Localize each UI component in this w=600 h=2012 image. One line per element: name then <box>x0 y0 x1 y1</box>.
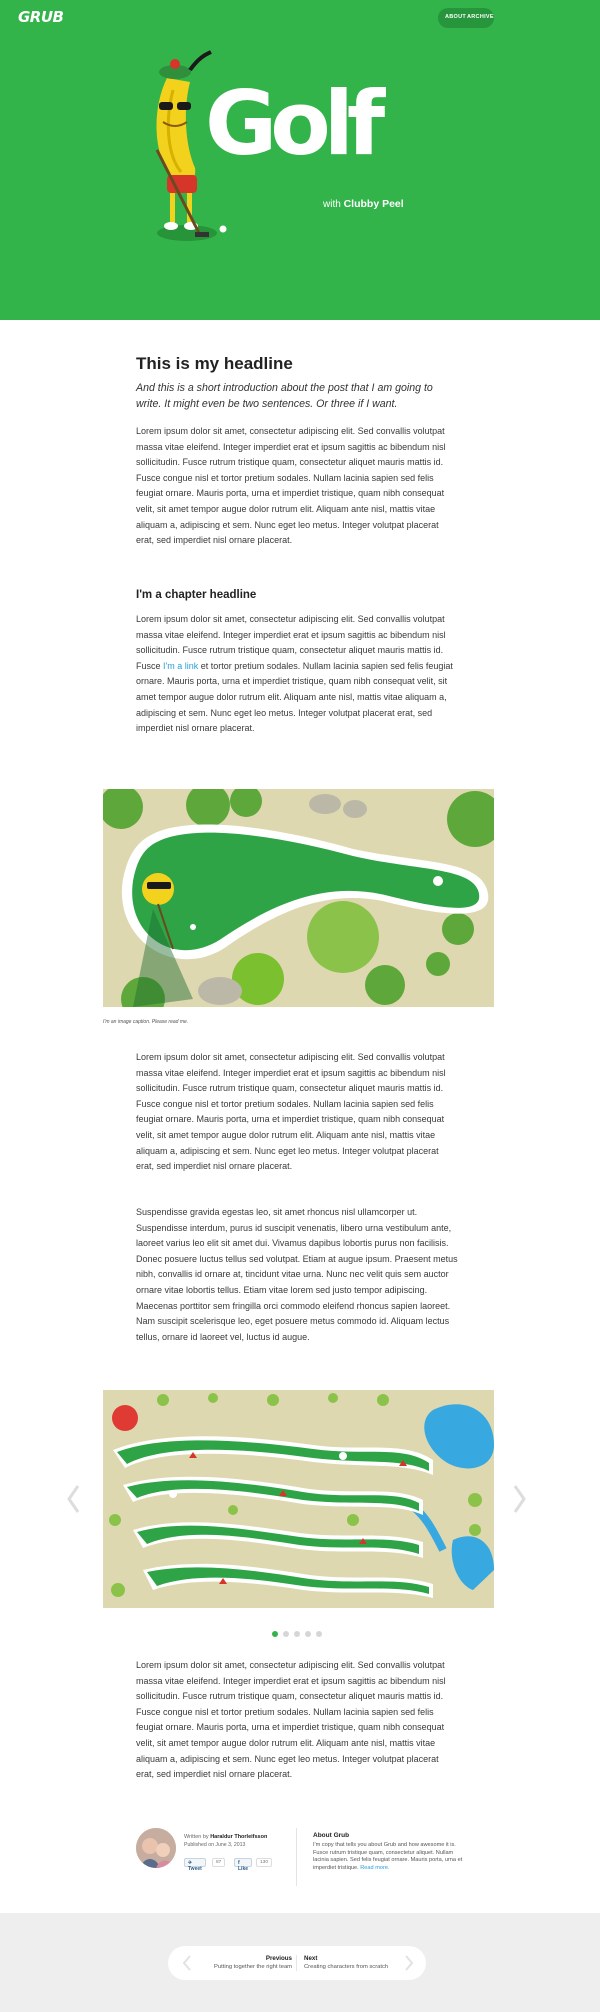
paragraph-2: Lorem ipsum dolor sit amet, consectetur adipiscing elit. Sed convallis volutpat massa vitae eleifend. Integer imperdiet erat et ipsum sagittis ac bibendum nisl sollicitudin. Fusce rutrum tristique quam, consectetur aliquet mauris mattis id. Fusce I'm a link et tortor pretium sodales. Nullam lacinia sapien sed felis feugiat ornare. Mauris porta, urna et imperdiet tristique, quam nibh consequat velit, sit amet tempor augue dolor rutrum elit. Aliquam ante nisl, mattis vitae aliquam a, adipiscing et sem. Nunc eget leo metus. Integer volutpat placerat erat, sed imperdiet nisl ornare placerat. <box>136 614 453 734</box>
carousel-dot-5[interactable] <box>316 1631 322 1637</box>
minigolf-hole-image <box>103 789 494 1007</box>
hero-title: Golf <box>205 72 379 175</box>
paragraph-5: Lorem ipsum dolor sit amet, consectetur adipiscing elit. Sed convallis volutpat massa vitae eleifend. Integer imperdiet erat et ipsum sagittis ac bibendum nisl sollicitudin. Fusce rutrum tristique quam, consectetur aliquet mauris mattis id. Fusce congue nisl et tortor pretium sodales. Nullam lacinia sapien sed felis feugiat ornare. Mauris porta, urna et imperdiet tristique, quam nibh consequat velit, sit amet tempor augue dolor rutrum elit. Aliquam ante nisl, mattis vitae aliquam a, adipiscing et sem. Nunc eget leo metus. Integer volutpat placerat erat, sed imperdiet nisl ornare placerat. <box>136 1660 446 1780</box>
next-post-title[interactable]: Creating characters from scratch <box>304 1964 389 1970</box>
carousel-slide <box>103 1390 494 1608</box>
author-name: Haraldur Thorleifsson <box>210 1834 268 1840</box>
author-box <box>136 1828 466 1886</box>
article-headline-block <box>136 354 458 374</box>
carousel-next-arrow[interactable] <box>513 1484 527 1514</box>
carousel-dot-4[interactable] <box>305 1631 311 1637</box>
top-nav <box>438 8 494 28</box>
author-photo-icon <box>136 1828 176 1868</box>
avatar <box>136 1828 176 1868</box>
chapter-headline: I'm a chapter headline <box>136 589 257 601</box>
like-count: 130 <box>256 1858 272 1867</box>
read-more-link[interactable]: Read more. <box>360 1864 390 1871</box>
about-title: About Grub <box>313 1832 350 1839</box>
next-label[interactable]: Next <box>304 1955 318 1962</box>
carousel-prev-arrow[interactable] <box>66 1484 80 1514</box>
post-pager <box>168 1946 426 1980</box>
chevron-left-icon[interactable] <box>182 1955 192 1971</box>
chevron-right-icon[interactable] <box>404 1955 414 1971</box>
carousel-dots <box>272 1624 327 1642</box>
facebook-icon: f <box>238 1860 240 1866</box>
nav-about[interactable]: ABOUT <box>445 14 467 20</box>
image-caption: I'm an image caption. Please read me. <box>103 1019 189 1025</box>
intro-text: And this is a short introduction about the post that I am going to write. It might even be two sentences. Or three if I want. <box>136 382 433 410</box>
nav-archive[interactable]: ARCHIVE <box>467 14 494 20</box>
previous-post-title[interactable]: Putting together the right team <box>214 1964 292 1970</box>
carousel-dot-3[interactable] <box>294 1631 300 1637</box>
grub-logo[interactable]: GRUB <box>18 8 64 26</box>
twitter-icon: ✈ <box>188 1860 193 1866</box>
tweet-count: 87 <box>212 1858 225 1867</box>
author-divider <box>296 1828 297 1886</box>
paragraph-3: Lorem ipsum dolor sit amet, consectetur adipiscing elit. Sed convallis volutpat massa vitae eleifend. Integer imperdiet erat et ipsum sagittis ac bibendum nisl sollicitudin. Fusce rutrum tristique quam, consectetur aliquet mauris mattis id. Fusce congue nisl et tortor pretium sodales. Nullam lacinia sapien sed felis feugiat ornare. Mauris porta, urna et imperdiet tristique, quam nibh consequat velit, sit amet tempor augue dolor rutrum elit. Aliquam ante nisl, mattis vitae aliquam a, adipiscing et sem. Nunc eget leo metus. Integer volutpat placerat erat, sed imperdiet nisl ornare placerat. <box>136 1052 446 1172</box>
pager-divider <box>296 1955 297 1971</box>
written-by: Written by Haraldur Thorleifsson <box>184 1834 268 1840</box>
page-title: This is my headline <box>136 354 293 373</box>
inline-link[interactable]: I'm a link <box>163 660 199 671</box>
published-date: Published on June 3, 2013 <box>184 1842 246 1848</box>
about-text: I'm copy that tells you about Grub and how awesome it is. Fusce rutrum tristique quam, consectetur aliquet. Nullam lacinia sapien. Sed felis feugiat ornare. Mauris porta, urna et imperdiet tristique. Read more. <box>313 1842 463 1871</box>
carousel-dot-1[interactable] <box>272 1631 278 1637</box>
carousel-dot-2[interactable] <box>283 1631 289 1637</box>
previous-label[interactable]: Previous <box>265 1955 292 1962</box>
minigolf-course-map-illustration <box>103 1390 494 1608</box>
tweet-button[interactable]: ✈ Tweet <box>184 1858 206 1867</box>
paragraph-4: Suspendisse gravida egestas leo, sit amet rhoncus nisl ullamcorper ut. Suspendisse interdum, purus id suscipit venenatis, libero urna vestibulum ante, laoreet varius leo elit sit amet dui. Vivamus dapibus lobortis purus non facilisis. Donec posuere luctus tellus sed volutpat. Etiam at augue ipsum. Praesent metus nibh, convallis id ornare at, tincidunt vitae urna. Nunc nec velit quis sem auctor ornare vitae lobortis tellus. Etiam vitae lorem sed justo tempor adipiscing. Maecenas porttitor sem fringilla orci commodo eleifend rhoncus sapien laoreet. Nam suscipit scelerisque leo, eget posuere metus commodo id. Aliquam lectus tellus, ornare id laoreet vel, luctus id augue. <box>136 1207 458 1342</box>
paragraph-1: Lorem ipsum dolor sit amet, consectetur adipiscing elit. Sed convallis volutpat massa vitae eleifend. Integer imperdiet erat et ipsum sagittis ac bibendum nisl sollicitudin. Fusce rutrum tristique quam, consectetur aliquet mauris mattis id. Fusce congue nisl et tortor pretium sodales. Nullam lacinia sapien sed felis feugiat ornare. Mauris porta, urna et imperdiet tristique, quam nibh consequat velit, sit amet tempor augue dolor rutrum elit. Aliquam ante nisl, mattis vitae aliquam a, adipiscing et sem. Nunc eget leo metus. Integer volutpat placerat erat, sed imperdiet nisl ornare placerat. <box>136 426 446 546</box>
like-button[interactable]: f Like <box>234 1858 252 1867</box>
minigolf-hole-illustration <box>103 789 494 1007</box>
hero-subtitle: with Clubby Peel <box>323 198 404 210</box>
